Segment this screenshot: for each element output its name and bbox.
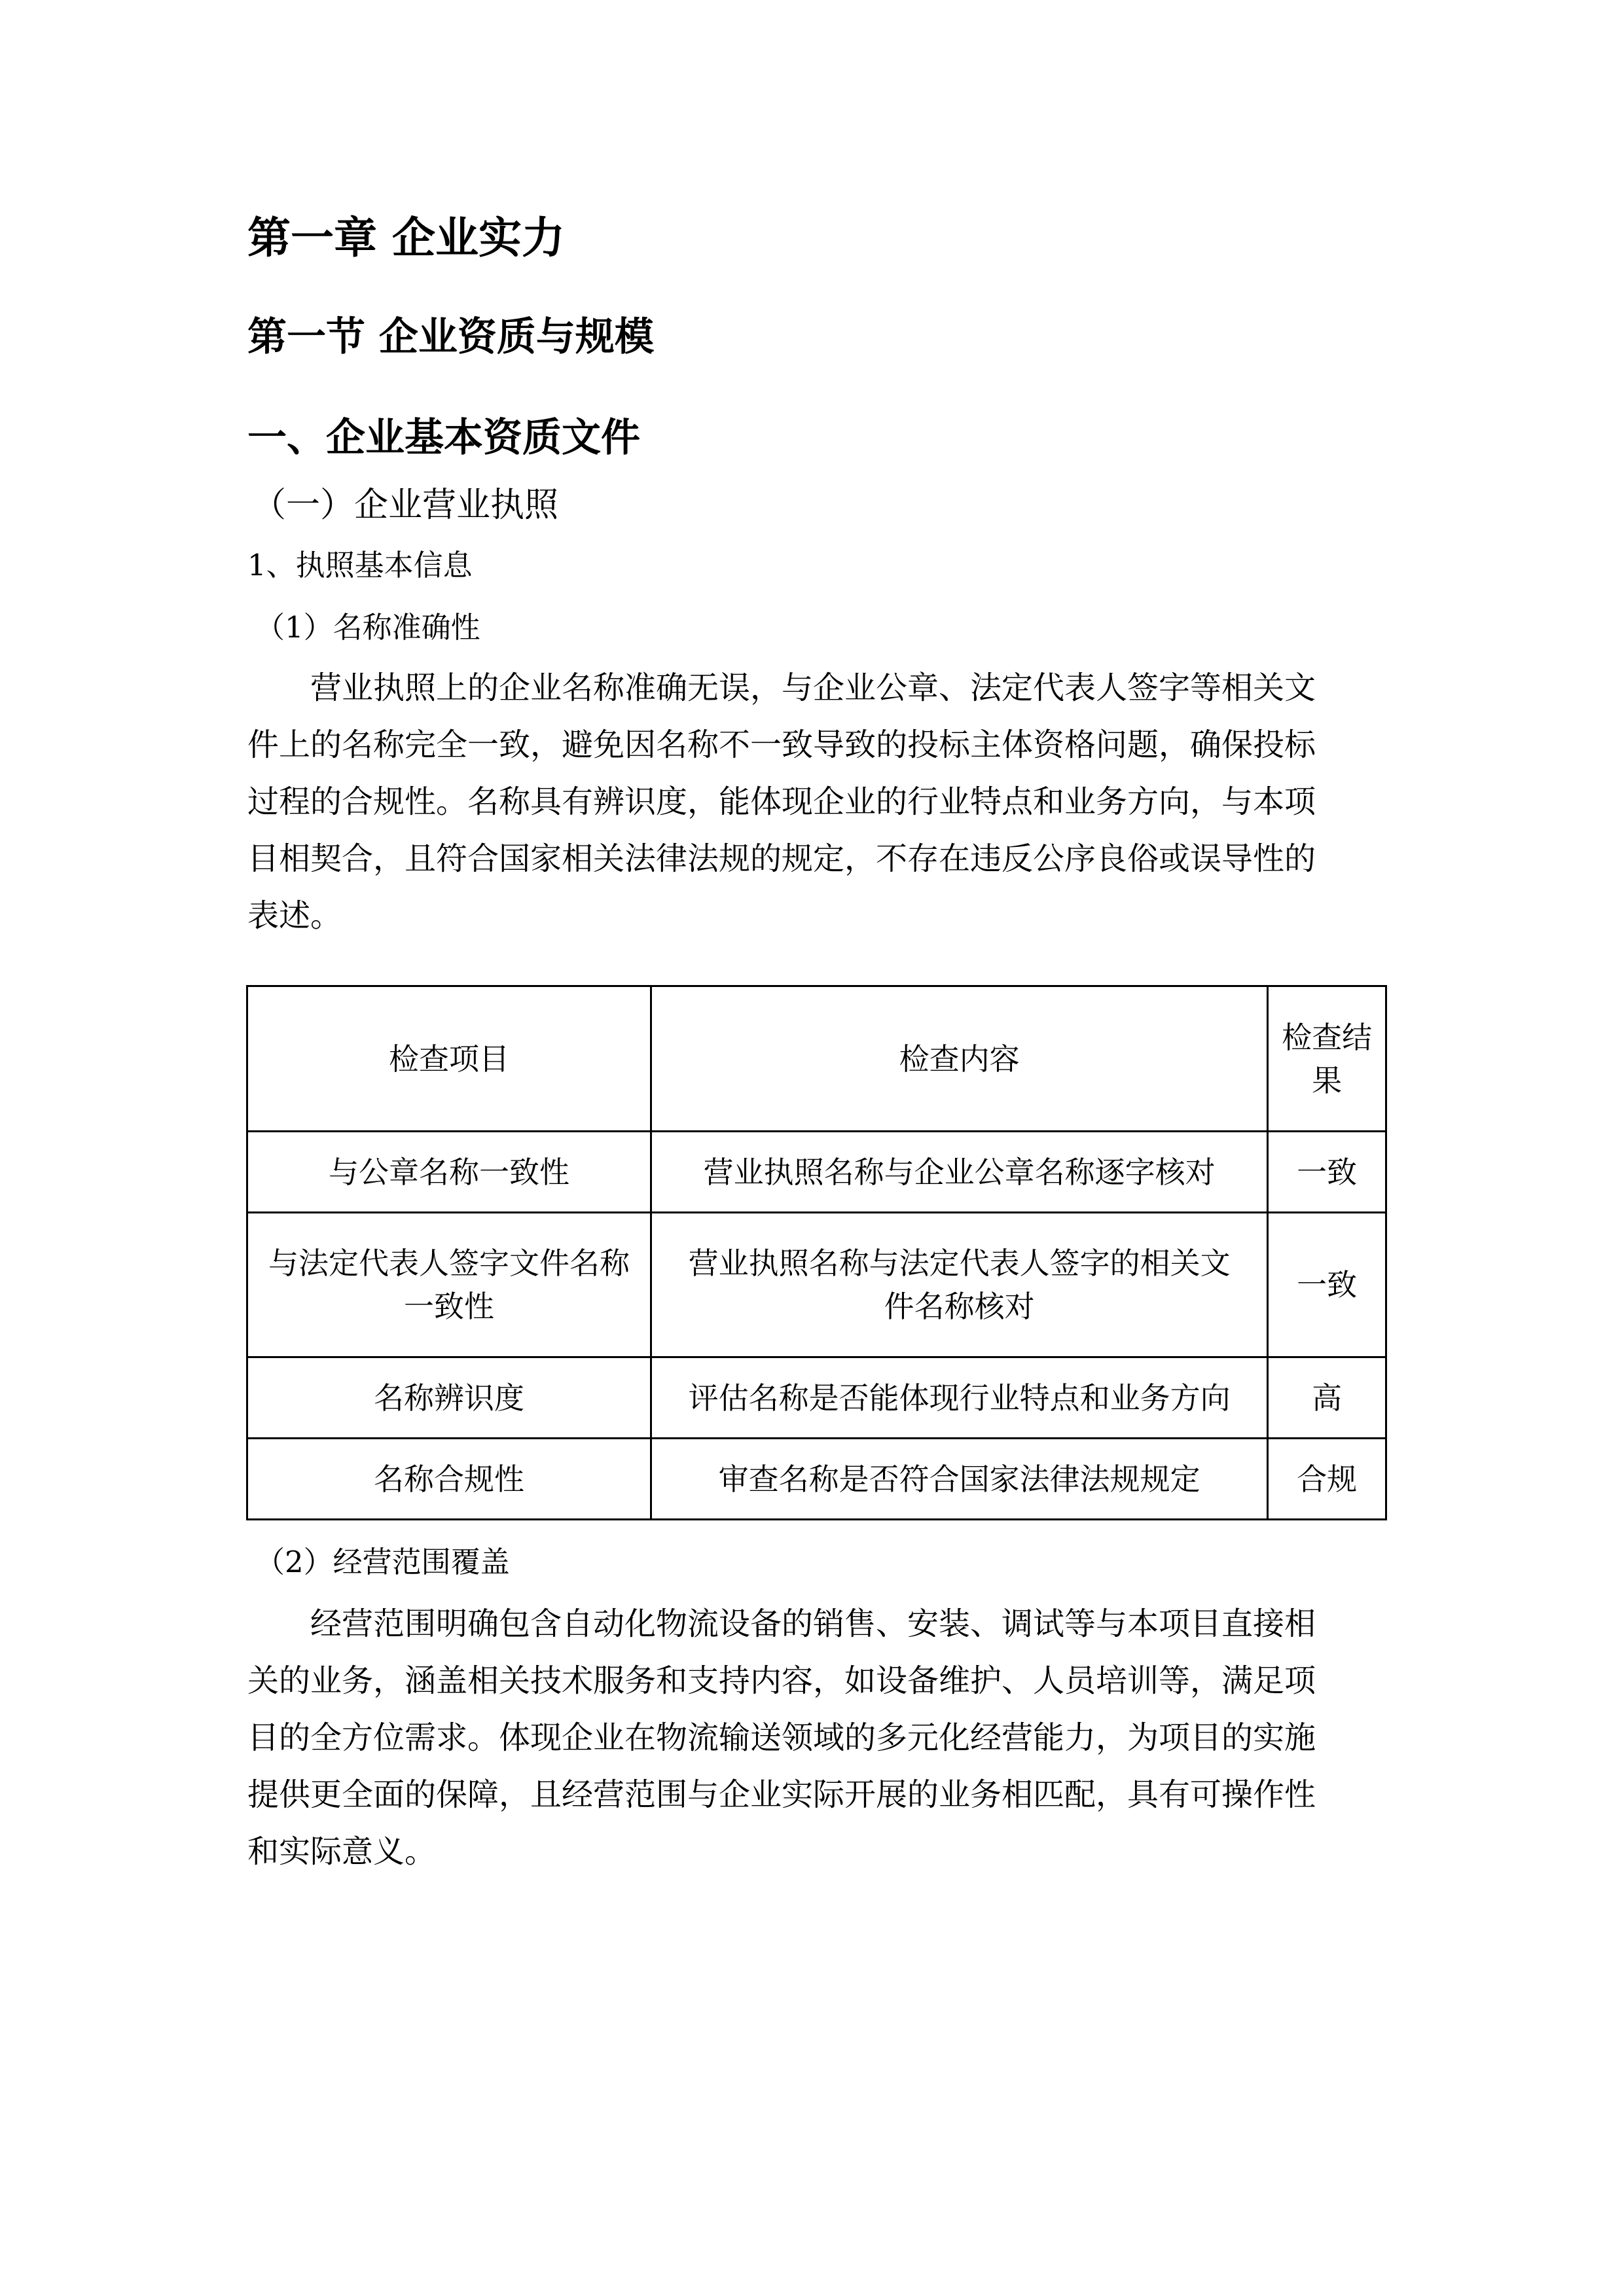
paragraph-line: 目的全方位需求。体现企业在物流输送领域的多元化经营能力，为项目的实施	[247, 1719, 1316, 1756]
header-result	[1268, 986, 1386, 1132]
point2-title: （2）经营范围覆盖	[255, 1545, 510, 1579]
cell-content-line1: 营业执照名称与法定代表人签字的相关文	[688, 1246, 1231, 1281]
point2-paragraph	[247, 1596, 1386, 1880]
cell-result: 一致	[1268, 1213, 1386, 1357]
cell-content	[651, 1439, 1267, 1520]
subsection-title: 一、企业基本资质文件	[247, 415, 640, 461]
cell-item	[247, 1357, 651, 1439]
paragraph-line: 过程的合规性。名称具有辨识度，能体现企业的行业特点和业务方向，与本项	[247, 783, 1316, 820]
section-title: 第一节 企业资质与规模	[247, 314, 654, 360]
header-content: 检查内容	[651, 986, 1267, 1132]
point1-paragraph	[247, 660, 1386, 944]
chapter-title: 第一章 企业实力	[247, 212, 565, 263]
cell-result: 合规	[1268, 1439, 1386, 1520]
cell-item-line1: 名称辨识度	[373, 1380, 524, 1416]
cell-item	[247, 1439, 651, 1520]
cell-item-line1: 名称合规性	[373, 1461, 524, 1497]
cell-content	[651, 1132, 1267, 1213]
header-result-line1: 检查结	[1282, 1019, 1373, 1055]
cell-content-line1: 审查名称是否符合国家法律法规规定	[718, 1461, 1200, 1497]
cell-content	[651, 1357, 1267, 1439]
cell-item-line2: 一致性	[403, 1289, 494, 1324]
paragraph-line: 件上的名称完全一致，避免因名称不一致导致的投标主体资格问题，确保投标	[247, 726, 1316, 763]
cell-result: 高	[1268, 1357, 1386, 1439]
cell-result: 一致	[1268, 1132, 1386, 1213]
table-header-row	[247, 986, 1386, 1132]
cell-content-line1: 评估名称是否能体现行业特点和业务方向	[688, 1380, 1231, 1416]
name-check-table	[246, 985, 1387, 1520]
header-item: 检查项目	[247, 986, 651, 1132]
cell-item-line1: 与法定代表人签字文件名称	[268, 1246, 630, 1281]
cell-content	[651, 1213, 1267, 1357]
paragraph-line: 经营范围明确包含自动化物流设备的销售、安装、调试等与本项目直接相	[310, 1605, 1316, 1642]
cell-content-line1: 营业执照名称与企业公章名称逐字核对	[703, 1154, 1216, 1190]
paragraph-line: 营业执照上的企业名称准确无误，与企业公章、法定代表人签字等相关文	[310, 670, 1316, 706]
table-row	[247, 1213, 1386, 1357]
point1-title: （1）名称准确性	[255, 610, 480, 645]
table-row	[247, 1357, 1386, 1439]
paragraph-line: 和实际意义。	[247, 1833, 437, 1870]
paragraph-line: 目相契合，且符合国家相关法律法规的规定，不存在违反公序良俗或误导性的	[247, 840, 1316, 877]
table-row	[247, 1439, 1386, 1520]
cell-item	[247, 1132, 651, 1213]
header-result-line2: 果	[1312, 1062, 1343, 1098]
paragraph-line: 表述。	[247, 897, 342, 934]
item-title: 1、执照基本信息	[247, 548, 473, 583]
paragraph-line: 关的业务，涵盖相关技术服务和支持内容，如设备维护、人员培训等，满足项	[247, 1662, 1316, 1699]
cell-item-line1: 与公章名称一致性	[328, 1154, 569, 1190]
sub-subsection-title: （一）企业营业执照	[252, 486, 559, 525]
table-row	[247, 1132, 1386, 1213]
paragraph-line: 提供更全面的保障，且经营范围与企业实际开展的业务相匹配，具有可操作性	[247, 1776, 1316, 1813]
cell-item	[247, 1213, 651, 1357]
cell-content-line2: 件名称核对	[884, 1289, 1035, 1324]
